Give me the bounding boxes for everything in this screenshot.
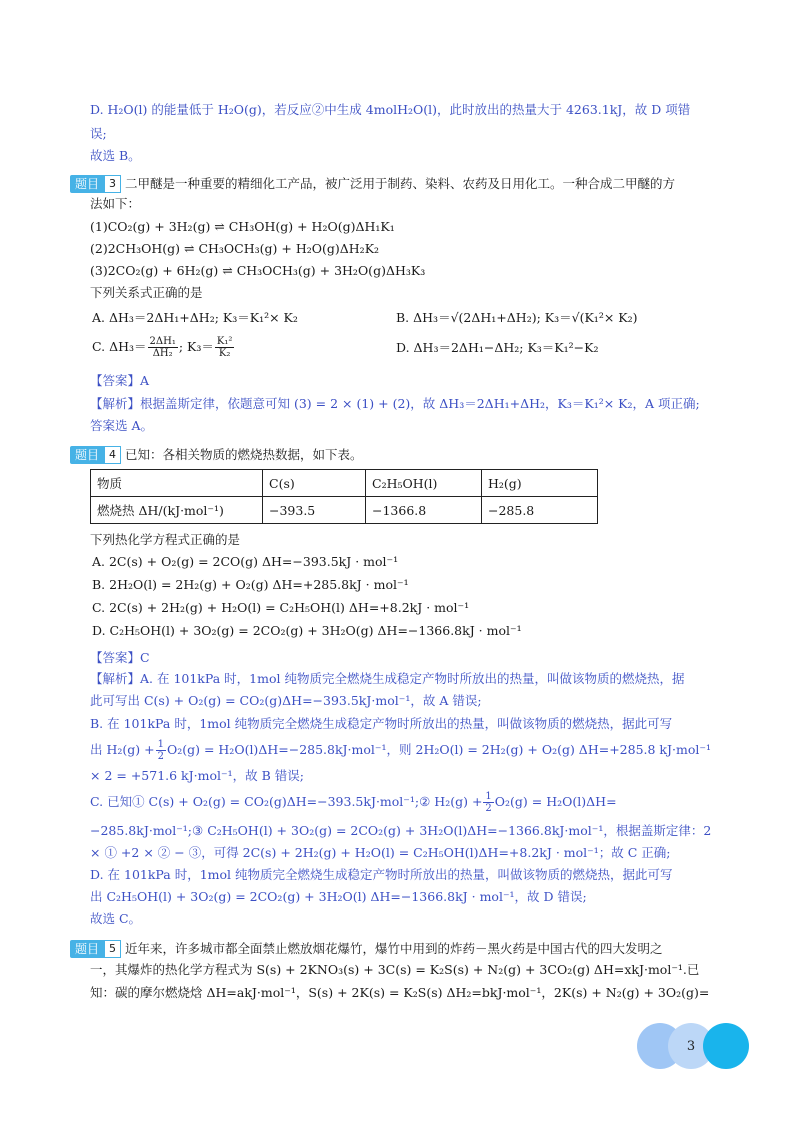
question-4-analysis-c3: × ① +2 × ② − ③，可得 2C(s) + 2H₂(g) + H₂O(l) = C₂H₅OH(l)ΔH=+8.2kJ · mol⁻¹；故 C 正确; — [90, 845, 671, 860]
question-3-stem-line1: 二甲醚是一种重要的精细化工产品，被广泛用于制药、染料、农药及日用化工。一种合成二甲醚的方 — [125, 176, 676, 191]
question-badge — [70, 940, 121, 958]
question-4-option-b: B. 2H₂O(l) = 2H₂(g) + O₂(g) ΔH=+285.8kJ · mol⁻¹ — [92, 577, 409, 592]
question-5-line3: 知：碳的摩尔燃烧焓 ΔH=akJ·mol⁻¹，S(s) + 2K(s) = K₂S(s) ΔH₂=bkJ·mol⁻¹，2K(s) + N₂(g) + 3O₂(g)= — [90, 985, 710, 1000]
prev-option-d-line2: 误; — [90, 126, 107, 141]
analysis-text: O₂(g) = H₂O(l)ΔH=−285.8kJ·mol⁻¹，则 2H₂O(l) = 2H₂(g) + O₂(g) ΔH=+285.8 kJ·mol⁻¹ — [166, 742, 711, 757]
table-cell: −285.8 — [482, 497, 598, 524]
question-3-equation-2: (2)2CH₃OH(g) ⇌ CH₃OCH₃(g) + H₂O(g)ΔH₂K₂ — [90, 241, 380, 256]
table-row — [91, 497, 598, 524]
table-cell: C(s) — [263, 470, 366, 497]
table-cell: 物质 — [91, 470, 263, 497]
fraction-numerator: 1 — [157, 739, 164, 750]
question-4-conclusion: 故选 C。 — [90, 911, 142, 926]
question-badge-label: 题目 — [70, 175, 104, 193]
question-3-analysis-line1: 【解析】根据盖斯定律，依题意可知 (3) = 2 × (1) + (2)，故 ΔH₃＝2ΔH₁+ΔH₂，K₃＝K₁²× K₂，A 项正确; — [90, 396, 700, 411]
question-3-analysis-line2: 答案选 A。 — [90, 418, 154, 433]
question-4-option-d: D. C₂H₅OH(l) + 3O₂(g) = 2CO₂(g) + 3H₂O(g) ΔH=−1366.8kJ · mol⁻¹ — [92, 623, 522, 638]
question-5-header — [70, 940, 663, 958]
fraction-denominator: ΔH₂ — [152, 348, 173, 359]
question-4-analysis-c2: −285.8kJ·mol⁻¹;③ C₂H₅OH(l) + 3O₂(g) = 2CO₂(g) + 3H₂O(l)ΔH=−1366.8kJ·mol⁻¹，根据盖斯定律：2 — [90, 823, 712, 838]
question-3-option-a: A. ΔH₃＝2ΔH₁+ΔH₂; K₃＝K₁²× K₂ — [92, 310, 298, 325]
fraction-denominator: K₂ — [218, 348, 231, 359]
question-4-analysis-d2: 出 C₂H₅OH(l) + 3O₂(g) = 2CO₂(g) + 3H₂O(l) ΔH=−1366.8kJ · mol⁻¹，故 D 错误; — [90, 889, 587, 904]
question-4-prompt: 下列热化学方程式正确的是 — [90, 532, 241, 547]
page-number-decoration — [637, 1023, 749, 1069]
fraction-numerator: K₁² — [216, 336, 233, 347]
question-3-header — [70, 175, 675, 193]
analysis-text: O₂(g) = H₂O(l)ΔH= — [494, 794, 617, 809]
question-4-analysis-a1: 【解析】A. 在 101kPa 时，1mol 纯物质完全燃烧生成稳定产物时所放出的热量，叫做该物质的燃烧热，据 — [90, 671, 685, 686]
question-4-answer: 【答案】C — [90, 650, 150, 665]
fraction-denominator: 2 — [157, 751, 164, 762]
fraction-numerator: 1 — [485, 791, 492, 802]
question-4-analysis-a2: 此可写出 C(s) + O₂(g) = CO₂(g)ΔH=−393.5kJ·mol⁻¹，故 A 错误; — [90, 693, 482, 708]
prev-conclusion: 故选 B。 — [90, 148, 141, 163]
table-cell: −1366.8 — [366, 497, 482, 524]
fraction-denominator: 2 — [485, 803, 492, 814]
question-3-option-d: D. ΔH₃＝2ΔH₁−ΔH₂; K₃＝K₁²−K₂ — [396, 340, 599, 355]
table-header-row — [91, 470, 598, 497]
question-3-equation-3: (3)2CO₂(g) + 6H₂(g) ⇌ CH₃OCH₃(g) + 3H₂O(g)ΔH₃K₃ — [90, 263, 426, 278]
analysis-text: C. 已知① C(s) + O₂(g) = CO₂(g)ΔH=−393.5kJ·mol⁻¹;② H₂(g) + — [90, 794, 483, 809]
page-number: 3 — [686, 1038, 696, 1054]
table-cell: C₂H₅OH(l) — [366, 470, 482, 497]
question-badge-number: 3 — [104, 175, 121, 193]
table-cell: H₂(g) — [482, 470, 598, 497]
option-c-middle: ; K₃＝ — [178, 339, 214, 354]
question-3-option-b: B. ΔH₃＝√(2ΔH₁+ΔH₂); K₃＝√(K₁²× K₂) — [396, 310, 638, 325]
question-4-header — [70, 446, 363, 464]
analysis-text: 出 H₂(g) + — [90, 742, 155, 757]
question-4-analysis-c1 — [90, 788, 617, 816]
fraction-numerator: 2ΔH₁ — [149, 336, 176, 347]
question-5-line2: 一，其爆炸的热化学方程式为 S(s) + 2KNO₃(s) + 3C(s) = K₂S(s) + N₂(g) + 3CO₂(g) ΔH=xkJ·mol⁻¹.已 — [90, 962, 700, 977]
question-3-prompt: 下列关系式正确的是 — [90, 285, 203, 300]
question-3-option-c — [92, 334, 235, 360]
question-3-answer: 【答案】A — [90, 373, 150, 388]
question-3-stem-line2: 法如下： — [90, 196, 141, 211]
question-4-stem: 已知：各相关物质的燃烧热数据，如下表。 — [125, 447, 363, 462]
question-badge-label: 题目 — [70, 446, 104, 464]
question-4-analysis-b2 — [90, 736, 711, 764]
fraction — [483, 791, 493, 814]
question-badge — [70, 446, 121, 464]
question-4-analysis-b1: B. 在 101kPa 时，1mol 纯物质完全燃烧生成稳定产物时所放出的热量，叫做该物质的燃烧热，据此可写 — [90, 716, 673, 731]
table-cell: −393.5 — [263, 497, 366, 524]
question-4-analysis-d1: D. 在 101kPa 时，1mol 纯物质完全燃烧生成稳定产物时所放出的热量，叫做该物质的燃烧热，据此可写 — [90, 867, 673, 882]
question-badge — [70, 175, 121, 193]
option-c-prefix: C. ΔH₃＝ — [92, 339, 147, 354]
question-4-analysis-b3: × 2 = +571.6 kJ·mol⁻¹，故 B 错误; — [90, 768, 304, 783]
combustion-heat-table — [90, 469, 598, 524]
fraction — [215, 336, 235, 359]
question-4-option-a: A. 2C(s) + O₂(g) = 2CO(g) ΔH=−393.5kJ · mol⁻¹ — [92, 554, 399, 569]
question-badge-label: 题目 — [70, 940, 104, 958]
table-cell: 燃烧热 ΔH/(kJ·mol⁻¹) — [91, 497, 263, 524]
question-5-line1: 近年来，许多城市都全面禁止燃放烟花爆竹，爆竹中用到的炸药－黑火药是中国古代的四大发明之 — [125, 941, 663, 956]
question-badge-number: 4 — [104, 446, 121, 464]
question-4-option-c: C. 2C(s) + 2H₂(g) + H₂O(l) = C₂H₅OH(l) ΔH=+8.2kJ · mol⁻¹ — [92, 600, 470, 615]
prev-option-d-line1: D. H₂O(l) 的能量低于 H₂O(g)，若反应②中生成 4molH₂O(l)，此时放出的热量大于 4263.1kJ，故 D 项错 — [90, 102, 691, 117]
question-badge-number: 5 — [104, 940, 121, 958]
fraction — [148, 336, 178, 359]
fraction — [156, 739, 166, 762]
question-3-equation-1: (1)CO₂(g) + 3H₂(g) ⇌ CH₃OH(g) + H₂O(g)ΔH₁K₁ — [90, 219, 395, 234]
